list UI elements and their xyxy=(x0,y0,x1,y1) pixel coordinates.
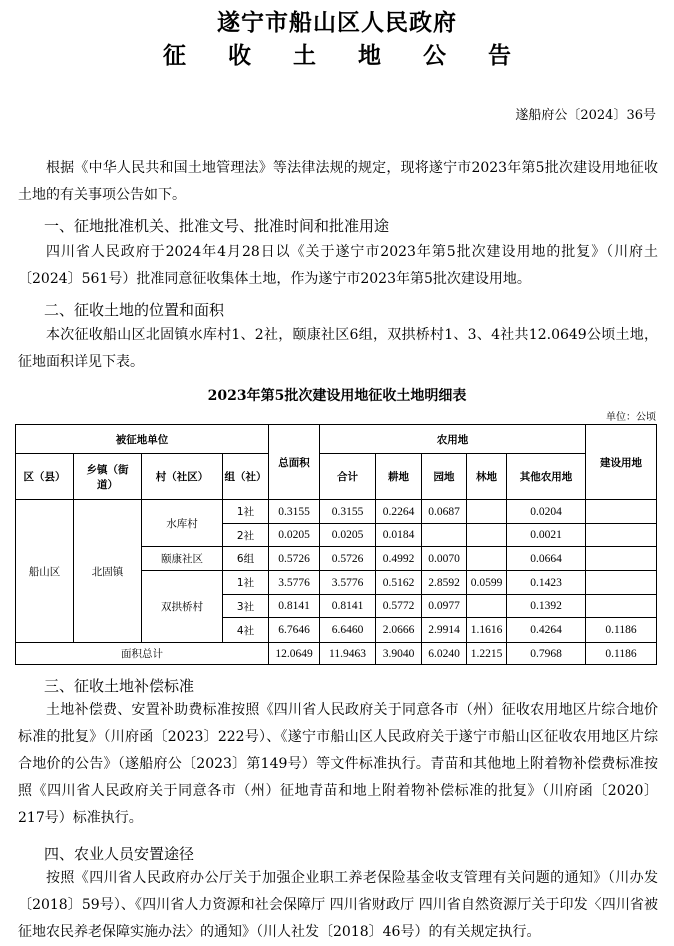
cell-construction xyxy=(586,595,657,618)
land-detail-table xyxy=(15,424,657,665)
table-title: 2023年第5批次建设用地征收土地明细表 xyxy=(207,388,467,404)
cell-total: 12.0649 xyxy=(269,643,320,665)
cell-group: 4社 xyxy=(223,618,269,643)
cell-garden: 2.9914 xyxy=(422,618,467,643)
cell-total: 0.3155 xyxy=(269,500,320,524)
document-title xyxy=(0,37,674,70)
table-row xyxy=(16,500,657,524)
issuing-authority: 遂宁市船山区人民政府 xyxy=(217,9,457,36)
cell-other: 0.0664 xyxy=(507,547,586,571)
cell-subtotal: 0.3155 xyxy=(320,500,376,524)
section-heading-1: 一、征地批准机关、批准文号、批准时间和批准用途 xyxy=(44,217,390,235)
cell-group: 1社 xyxy=(223,500,269,524)
header-district: 区（县） xyxy=(16,454,74,500)
cell-forest xyxy=(467,547,507,571)
header-cultivated: 耕地 xyxy=(376,454,422,500)
cell-total: 6.7646 xyxy=(269,618,320,643)
header-garden: 园地 xyxy=(422,454,467,500)
cell-garden: 6.0240 xyxy=(422,643,467,665)
cell-group: 1社 xyxy=(223,571,269,595)
section-body-1: 四川省人民政府于2024年4月28日以《关于遂宁市2023年第5批次建设用地的批复》（川府土〔2024〕561号）批准同意征收集体土地，作为遂宁市2023年第5批次建设用地。 xyxy=(18,244,658,287)
header-other-farm: 其他农用地 xyxy=(507,454,586,500)
cell-district: 船山区 xyxy=(16,500,74,643)
intro-paragraph: 根据《中华人民共和国土地管理法》等法律法规的规定，现将遂宁市2023年第5批次建设用地征收土地的有关事项公告如下。 xyxy=(18,160,658,203)
section-heading-4: 四、农业人员安置途径 xyxy=(44,845,195,863)
cell-construction: 0.1186 xyxy=(586,618,657,643)
cell-cultivated: 0.5162 xyxy=(376,571,422,595)
title-char: 收 xyxy=(228,42,251,69)
cell-construction: 0.1186 xyxy=(586,643,657,665)
section-heading-3: 三、征收土地补偿标准 xyxy=(44,677,195,695)
cell-subtotal: 6.6460 xyxy=(320,618,376,643)
cell-garden xyxy=(422,524,467,547)
cell-construction xyxy=(586,547,657,571)
header-town: 乡镇（街道） xyxy=(74,454,142,500)
cell-village: 双拱桥村 xyxy=(142,571,223,643)
cell-forest: 0.0599 xyxy=(467,571,507,595)
cell-total: 3.5776 xyxy=(269,571,320,595)
cell-other: 0.1423 xyxy=(507,571,586,595)
cell-forest: 1.2215 xyxy=(467,643,507,665)
cell-construction xyxy=(586,571,657,595)
cell-cultivated: 0.0184 xyxy=(376,524,422,547)
document-number: 遂船府公〔2024〕36号 xyxy=(515,108,656,123)
cell-town: 北固镇 xyxy=(74,500,142,643)
cell-cultivated: 0.2264 xyxy=(376,500,422,524)
header-construction: 建设用地 xyxy=(586,425,657,500)
cell-cultivated: 3.9040 xyxy=(376,643,422,665)
cell-garden: 0.0687 xyxy=(422,500,467,524)
cell-construction xyxy=(586,524,657,547)
cell-cultivated: 0.4992 xyxy=(376,547,422,571)
title-char: 告 xyxy=(488,42,511,69)
header-unit-group: 被征地单位 xyxy=(16,425,269,454)
table-unit: 单位：公顷 xyxy=(606,412,656,423)
cell-other: 0.1392 xyxy=(507,595,586,618)
cell-forest xyxy=(467,524,507,547)
header-subtotal: 合计 xyxy=(320,454,376,500)
title-char: 地 xyxy=(358,42,381,69)
cell-other: 0.7968 xyxy=(507,643,586,665)
title-char: 公 xyxy=(423,42,446,69)
cell-garden: 0.0977 xyxy=(422,595,467,618)
header-total-area: 总面积 xyxy=(269,425,320,500)
section-heading-2: 二、征收土地的位置和面积 xyxy=(44,301,225,319)
cell-forest xyxy=(467,595,507,618)
cell-village: 水库村 xyxy=(142,500,223,547)
header-forest: 林地 xyxy=(467,454,507,500)
cell-garden: 2.8592 xyxy=(422,571,467,595)
cell-construction xyxy=(586,500,657,524)
title-char: 土 xyxy=(293,42,316,69)
table-total-row xyxy=(16,643,657,665)
title-char: 征 xyxy=(163,42,186,69)
cell-total: 0.0205 xyxy=(269,524,320,547)
cell-garden: 0.0070 xyxy=(422,547,467,571)
header-group: 组（社） xyxy=(223,454,269,500)
cell-group: 2社 xyxy=(223,524,269,547)
section-body-2: 本次征收船山区北固镇水库村1、2社，颐康社区6组，双拱桥村1、3、4社共12.0649公顷土地，征地面积详见下表。 xyxy=(18,327,658,370)
cell-other: 0.4264 xyxy=(507,618,586,643)
cell-subtotal: 3.5776 xyxy=(320,571,376,595)
header-village: 村（社区） xyxy=(142,454,223,500)
cell-subtotal: 0.0205 xyxy=(320,524,376,547)
cell-subtotal: 0.8141 xyxy=(320,595,376,618)
cell-cultivated: 0.5772 xyxy=(376,595,422,618)
cell-forest: 1.1616 xyxy=(467,618,507,643)
cell-other: 0.0021 xyxy=(507,524,586,547)
cell-group: 3社 xyxy=(223,595,269,618)
section-body-4: 按照《四川省人民政府办公厅关于加强企业职工养老保险基金收支管理有关问题的通知》（川办发〔2018〕59号）、《四川省人力资源和社会保障厅 四川省财政厅 四川省自然资源厅关于印发〈四川省被征地农民养老保障实施办法〉的通知》（川人社发〔2018〕46号）的有关规定执行。 xyxy=(18,870,658,940)
cell-total: 0.8141 xyxy=(269,595,320,618)
cell-forest xyxy=(467,500,507,524)
cell-total: 0.5726 xyxy=(269,547,320,571)
cell-subtotal: 11.9463 xyxy=(320,643,376,665)
cell-total-label: 面积总计 xyxy=(16,643,269,665)
cell-cultivated: 2.0666 xyxy=(376,618,422,643)
header-farmland-group: 农用地 xyxy=(320,425,586,454)
cell-village: 颐康社区 xyxy=(142,547,223,571)
cell-subtotal: 0.5726 xyxy=(320,547,376,571)
cell-other: 0.0204 xyxy=(507,500,586,524)
section-body-3: 土地补偿费、安置补助费标准按照《四川省人民政府关于同意各市（州）征收农用地区片综合地价标准的批复》（川府函〔2023〕222号）、《遂宁市船山区人民政府关于遂宁市船山区征收农用地区片综合地价的公告》（遂船府公〔2023〕第149号）等文件标准执行。青苗和其他地上附着物补偿费标准按照《四川省人民政府关于同意各市（州）征地青苗和地上附着物补偿标准的批复》（川府函〔2020〕217号）标准执行。 xyxy=(18,702,658,826)
cell-group: 6组 xyxy=(223,547,269,571)
